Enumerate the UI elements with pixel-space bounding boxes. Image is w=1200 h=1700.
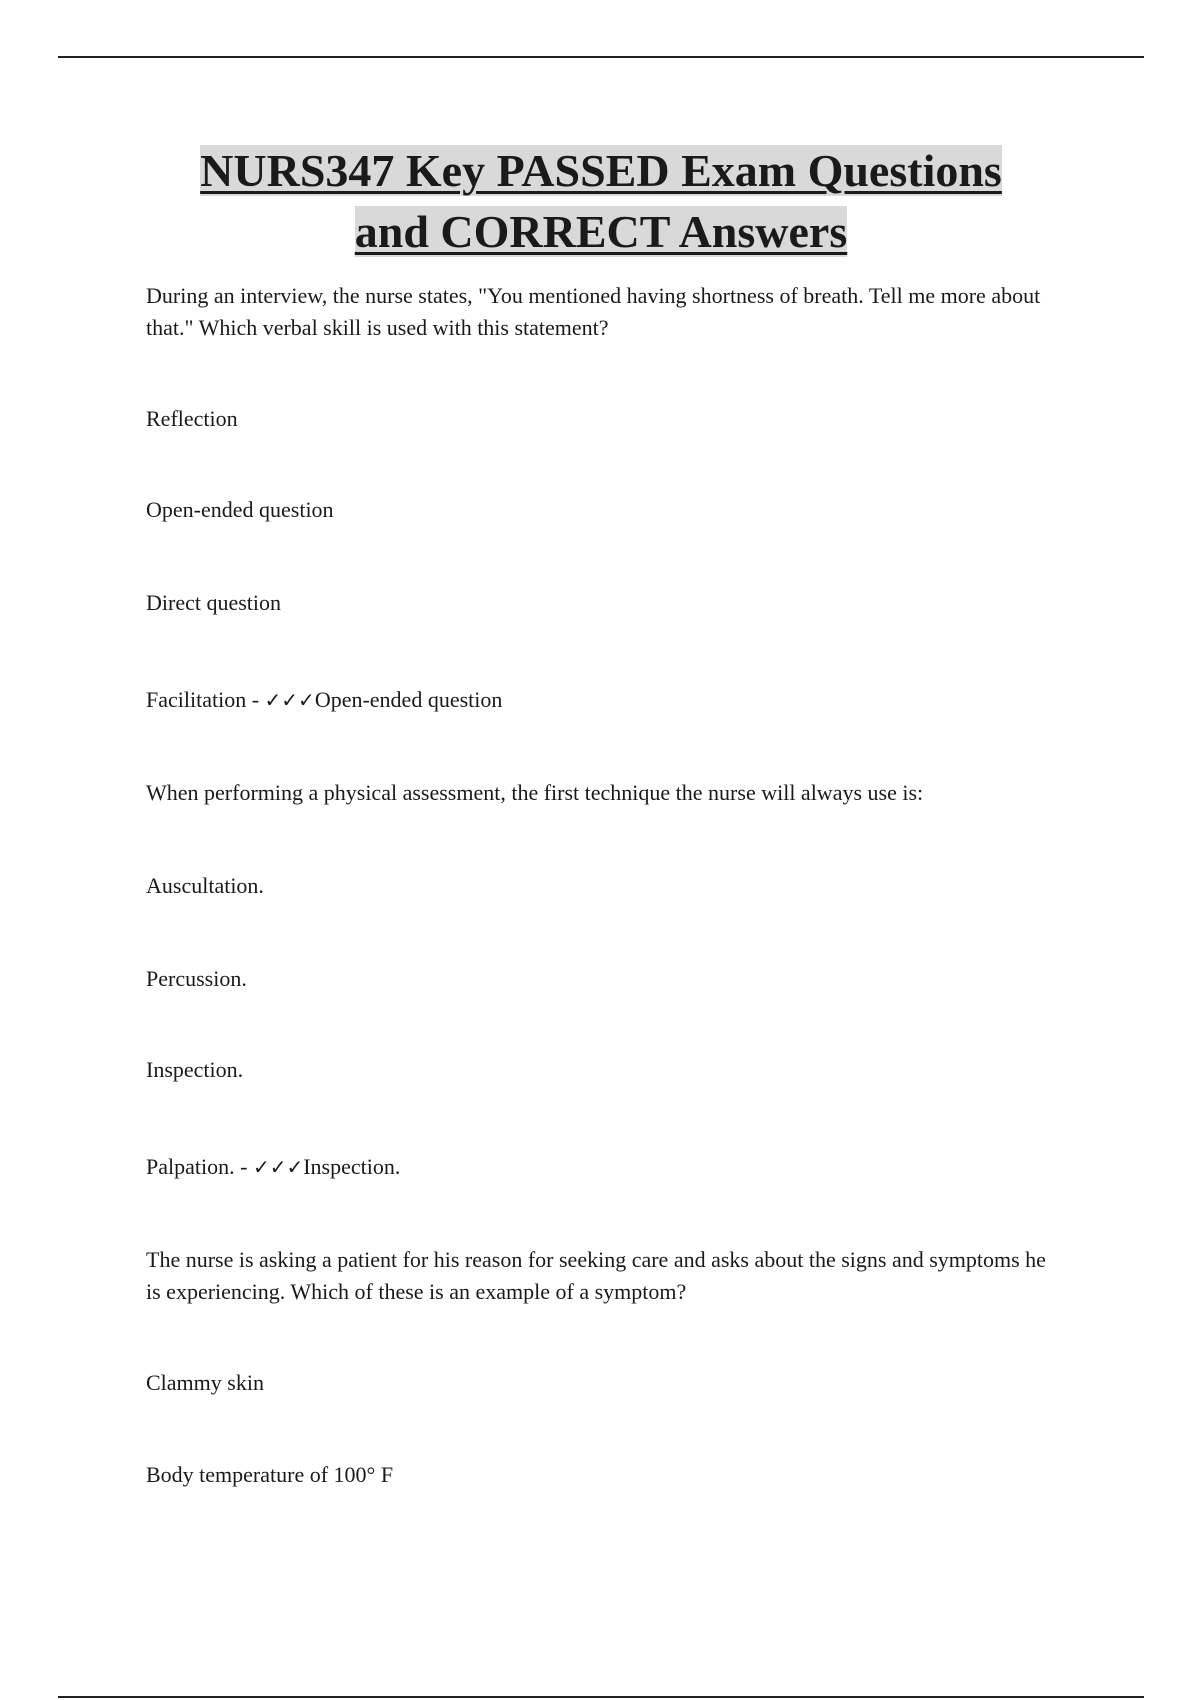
checkmark-icon: ✓✓✓ <box>252 1155 304 1179</box>
question-2-text: When performing a physical assessment, the first technique the nurse will always use is: <box>146 780 924 805</box>
question-2-option-1: Auscultation. <box>146 873 264 898</box>
question-3-text: The nurse is asking a patient for his reason for seeking care and asks about the signs and symptoms he is experiencing. Which of these is an example of a symptom? <box>146 1247 1052 1304</box>
top-rule <box>58 56 1144 58</box>
title-line-1: NURS347 Key PASSED Exam Questions <box>200 145 1002 196</box>
question-1-answer-line <box>146 684 1046 716</box>
question-3-option-1: Clammy skin <box>146 1370 264 1395</box>
question-1-option-2: Open-ended question <box>146 497 334 522</box>
bottom-rule <box>58 1696 1144 1698</box>
question-2-option-4: Palpation. - <box>146 1154 253 1179</box>
document-title <box>58 140 1144 262</box>
title-line-2: and CORRECT Answers <box>354 206 848 257</box>
checkmark-icon: ✓✓✓ <box>264 688 315 712</box>
question-2-answer-line <box>146 1151 1046 1183</box>
question-1-option-1: Reflection <box>146 406 238 431</box>
question-1-option-3: Direct question <box>146 590 282 615</box>
question-1-text: During an interview, the nurse states, "You mentioned having shortness of breath. Tell me more about that." Which verbal skill is used with this statement? <box>146 283 1046 340</box>
question-2-option-2: Percussion. <box>146 966 247 991</box>
question-1-option-4: Facilitation - <box>146 687 265 712</box>
question-2-answer: Inspection. <box>303 1154 401 1179</box>
question-3-option-2: Body temperature of 100° F <box>146 1462 394 1487</box>
question-1-answer: Open-ended question <box>314 687 503 712</box>
question-2-option-3: Inspection. <box>146 1057 244 1082</box>
